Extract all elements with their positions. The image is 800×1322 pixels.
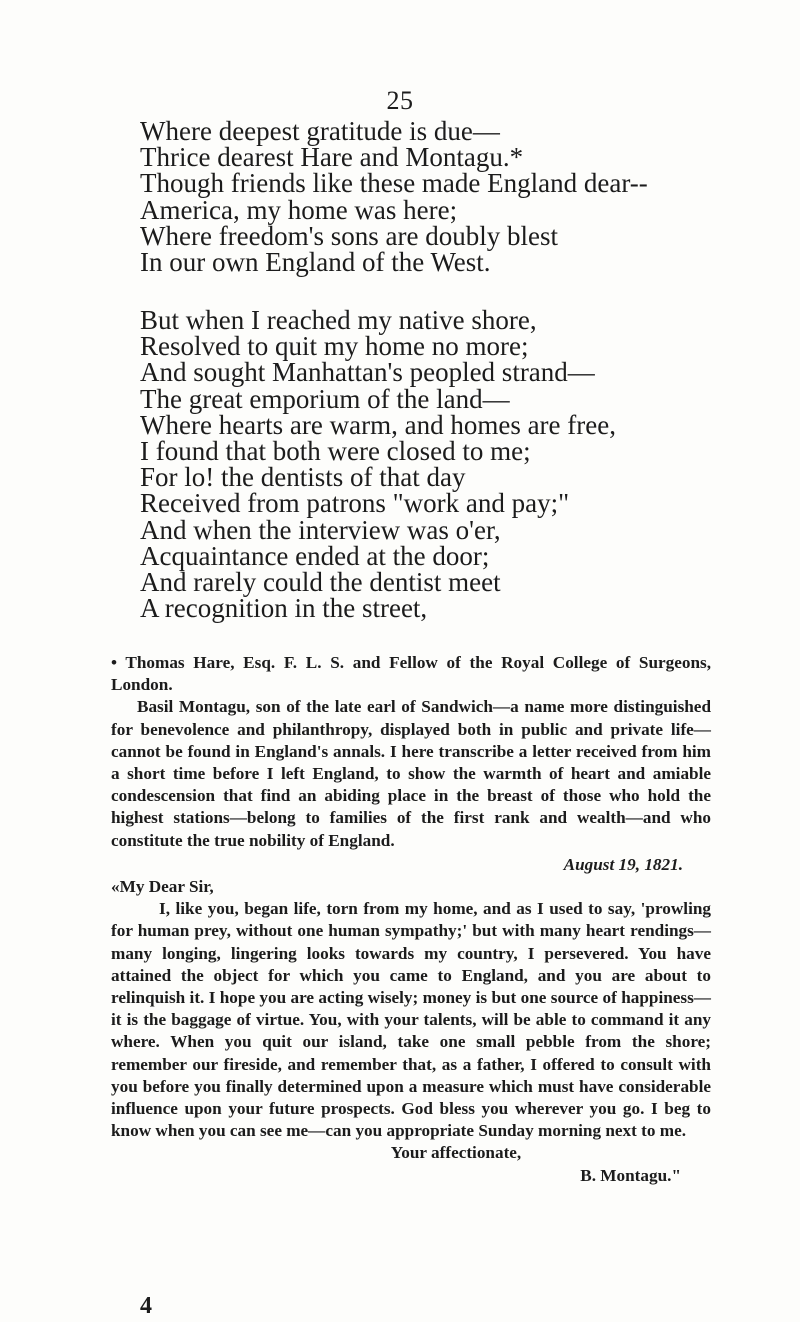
footnote-hare: • Thomas Hare, Esq. F. L. S. and Fellow of the Royal College of Surgeons, London. <box>111 653 711 695</box>
letter-date: August 19, 1821. <box>563 854 683 874</box>
poem-line: America, my home was here; <box>140 194 458 225</box>
poem-line: Where deepest gratitude is due— <box>140 116 500 146</box>
letter-closing: Your affectionate, <box>390 1143 522 1163</box>
letter-signature: B. Montagu." <box>580 1165 681 1185</box>
poem-line: Resolved to quit my home no more; <box>140 331 529 362</box>
poem-line: And rarely could the dentist meet <box>140 567 501 598</box>
letter-body: I, like you, began life, torn from my home, and as I used to say, 'prowling for human prey, without one human sympathy;' but with many heart rendings—many longing, lingering looks towards my country, I persevered. You have attained the object for which you came to England, and you are about to relinquish it. I hope you are acting wisely; money is but one source of happiness—it is the baggage of virtue. You, with your talents, will be able to command it any where. When you quit our island, take one small pebble from the shore; remember our fireside, and remember that, as a father, I offered to consult with you before you finally determined upon a measure which must have considerable influence upon your future prospects. God bless you wherever you go. I beg to know when you can see me—can you appropriate Sunday morning next to me. <box>111 899 711 1141</box>
poem-line: Received from patrons "work and pay;" <box>140 488 570 519</box>
poem-line: A recognition in the street, <box>140 593 428 624</box>
poem-line: And when the interview was o'er, <box>140 514 501 545</box>
poem-line: The great emporium of the land— <box>140 383 510 414</box>
footnote-montagu: Basil Montagu, son of the late earl of Sandwich—a name more distinguished for benevolence and philanthropy, displayed both in public and private life—cannot be found in England's annals. I here transcribe a letter received from him a short time before I left England, to show the warmth of heart and amiable condescension that find an abiding place in the breast of those who hold the highest stations—belong to families of the first rank and wealth—and who constitute the true nobility of England. <box>111 697 711 850</box>
poem-line: For lo! the dentists of that day <box>140 462 466 493</box>
page-number: 25 <box>386 86 414 115</box>
poem-line: Where hearts are warm, and homes are free, <box>140 409 616 440</box>
poem-line: Though friends like these made England dear-- <box>140 168 648 199</box>
poem-line: But when I reached my native shore, <box>140 305 537 335</box>
footnotes <box>111 652 711 1187</box>
poem-stanza-2 <box>140 305 700 624</box>
poem-stanza-1 <box>140 116 700 278</box>
poem-line: And sought Manhattan's peopled strand— <box>140 357 595 388</box>
poem-line: I found that both were closed to me; <box>140 436 531 467</box>
poem-line: Acquaintance ended at the door; <box>140 540 490 571</box>
poem-line: Where freedom's sons are doubly blest <box>140 220 558 251</box>
poem-line: In our own England of the West. <box>140 247 491 278</box>
letter-salutation: «My Dear Sir, <box>111 877 214 897</box>
signature-mark: 4 <box>140 1293 152 1319</box>
poem-line: Thrice dearest Hare and Montagu.* <box>140 142 524 173</box>
